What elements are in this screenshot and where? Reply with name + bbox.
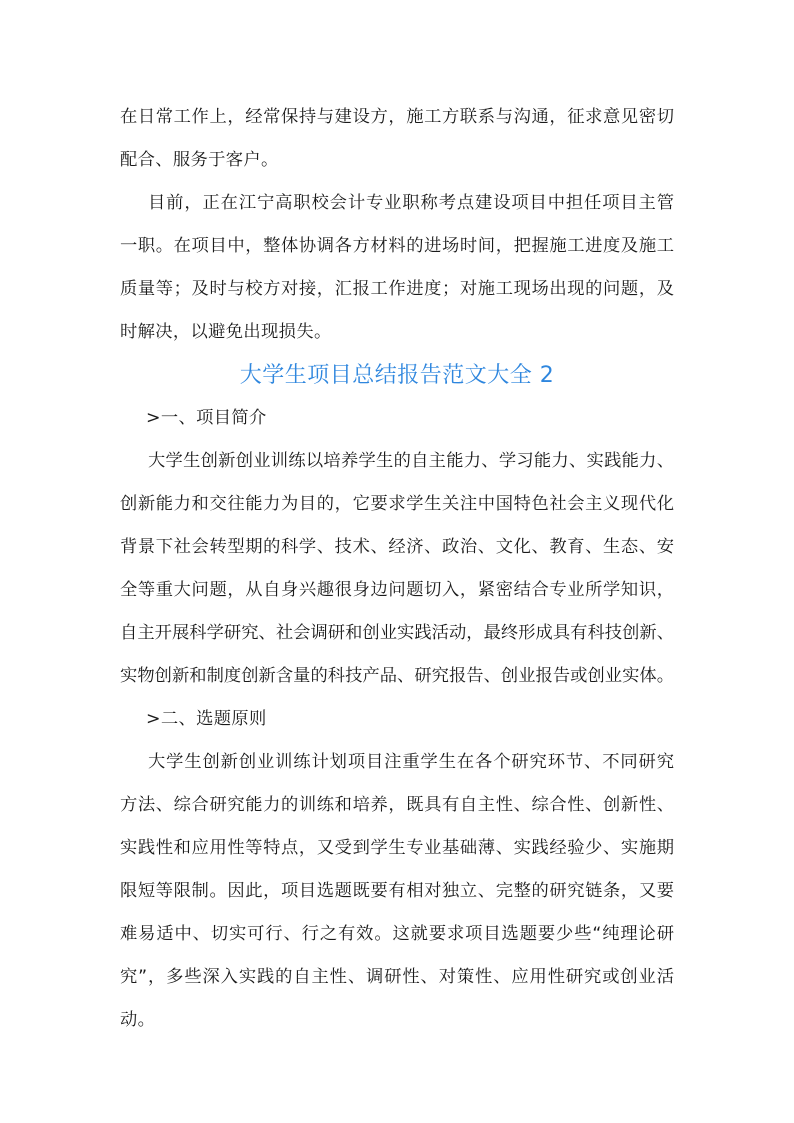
paragraph-1 [120, 96, 674, 182]
paragraph-line: 限短等限制。因此，项目选题既要有相对独立、完整的研究链条，又要 [120, 881, 674, 901]
section-heading: 大学生项目总结报告范文大全 2 [239, 363, 555, 388]
paragraph-line: 实践性和应用性等特点，又受到学生专业基础薄、实践经验少、实施期 [120, 838, 674, 858]
paragraph-line: 创新能力和交往能力为目的，它要求学生关注中国特色社会主义现代化 [120, 494, 674, 514]
paragraph-line: 自主开展科学研究、社会调研和创业实践活动，最终形成具有科技创新、 [120, 623, 674, 643]
paragraph-2 [120, 182, 674, 354]
paragraph-line: 究”，多些深入实践的自主性、调研性、对策性、应用性研究或创业活 [120, 967, 674, 987]
paragraph-line: 方法、综合研究能力的训练和培养，既具有自主性、综合性、创新性、 [120, 795, 674, 815]
subheading-topic-principles: >二、选题原则 [146, 709, 267, 729]
paragraph-line: 在日常工作上，经常保持与建设方，施工方联系与沟通，征求意见密切 [120, 107, 674, 127]
paragraph-line: 大学生创新创业训练计划项目注重学生在各个研究环节、不同研究 [148, 752, 674, 772]
subheading-project-intro: >一、项目简介 [146, 408, 267, 428]
paragraph-line: 大学生创新创业训练以培养学生的自主能力、学习能力、实践能力、 [148, 451, 674, 471]
paragraph-line: 难易适中、切实可行、行之有效。这就要求项目选题要少些“纯理论研 [120, 924, 674, 944]
document-page [120, 96, 674, 1042]
paragraph-3 [120, 440, 674, 698]
paragraph-line: 质量等；及时与校方对接，汇报工作进度；对施工现场出现的问题，及 [120, 279, 674, 299]
paragraph-line: 时解决，以避免出现损失。 [120, 322, 332, 342]
paragraph-line: 实物创新和制度创新含量的科技产品、研究报告、创业报告或创业实体。 [120, 666, 674, 686]
paragraph-line: 动。 [120, 1010, 156, 1030]
paragraph-line: 背景下社会转型期的科学、技术、经济、政治、文化、教育、生态、安 [120, 537, 674, 557]
paragraph-line: 一职。在项目中，整体协调各方材料的进场时间，把握施工进度及施工 [120, 236, 674, 256]
paragraph-line: 全等重大问题，从自身兴趣很身边问题切入，紧密结合专业所学知识， [120, 580, 674, 600]
paragraph-line: 目前，正在江宁高职校会计专业职称考点建设项目中担任项目主管 [148, 193, 674, 213]
paragraph-line: 配合、服务于客户。 [120, 150, 279, 170]
paragraph-4 [120, 741, 674, 1042]
